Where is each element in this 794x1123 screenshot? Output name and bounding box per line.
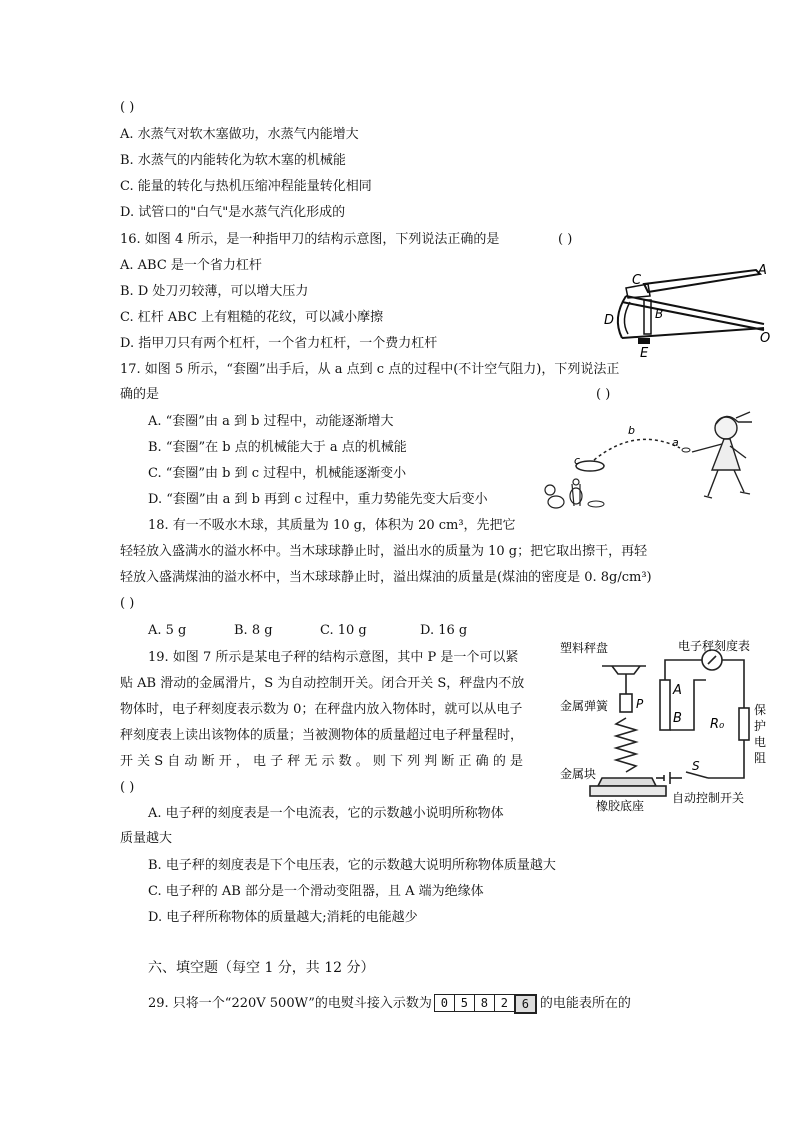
- q18-option-b: B. 8 g: [234, 623, 273, 638]
- fig7-label-s: S: [692, 759, 700, 773]
- fig4-label-o: O: [760, 331, 771, 346]
- q19-line4: 秤刻度表上读出该物体的质量；当被测物体的质量超过电子秤量程时，: [120, 728, 524, 743]
- q15-option-c: C. 能量的转化与热机压缩冲程能量转化相同: [120, 179, 372, 194]
- fig7-label-p: P: [636, 697, 644, 711]
- q19-option-d: D. 电子秤所称物体的质量越大;消耗的电能越少: [148, 910, 418, 925]
- q18-option-c: C. 10 g: [320, 623, 367, 638]
- q29-text-before: 29. 只将一个“220V 500W”的电熨斗接入示数为: [148, 996, 432, 1011]
- electronic-scale-figure: [556, 636, 778, 812]
- section-6-title: 六、填空题（每空 1 分，共 12 分）: [148, 960, 375, 976]
- q19-option-b: B. 电子秤的刻度表是下个电压表，它的示数越大说明所称物体质量越大: [148, 858, 556, 873]
- q18-line2: 轻轻放入盛满水的溢水杯中。当木球球静止时，溢出水的质量为 10 g；把它取出擦干，再轻: [120, 544, 648, 559]
- q16-option-b: B. D 处刀刃较薄，可以增大压力: [120, 284, 309, 299]
- q29-text-after: 的电能表所在的: [539, 996, 631, 1011]
- q16-option-a: A. ABC 是一个省力杠杆: [120, 258, 262, 273]
- q18-line1: 18. 有一不吸水木球，其质量为 10 g，体积为 20 cm³，先把它: [148, 518, 516, 533]
- fig7-label-a: A: [673, 683, 682, 698]
- fig7-label-r0: R₀: [710, 717, 725, 732]
- q15-option-a: A. 水蒸气对软木塞做功，水蒸气内能增大: [120, 127, 359, 142]
- fig4-label-a: A: [758, 263, 767, 278]
- fig7-label-protect-2: 护: [754, 719, 767, 733]
- q16-paren: ( ): [558, 232, 573, 247]
- q19-option-a-line2: 质量越大: [120, 831, 173, 846]
- q17-stem-line2: 确的是: [120, 387, 160, 402]
- q19-option-a-line1: A. 电子秤的刻度表是一个电流表，它的示数越小说明所称物体: [148, 806, 504, 821]
- meter-digit-decimal: 6: [514, 994, 537, 1014]
- q19-option-c: C. 电子秤的 AB 部分是一个滑动变阻器，且 A 端为绝缘体: [148, 884, 484, 899]
- q17-stem-line1: 17. 如图 5 所示，“套圈”出手后，从 a 点到 c 点的过程中(不计空气阻力)，下列说法正: [120, 362, 620, 377]
- meter-digit: 5: [454, 994, 475, 1012]
- meter-digit: 8: [474, 994, 495, 1012]
- girl-icon: [692, 412, 752, 498]
- q19-line2: 贴 AB 滑动的金属滑片，S 为自动控制开关。闭合开关 S，秤盘内不放: [120, 676, 525, 691]
- fig4-label-e: E: [640, 346, 649, 361]
- fig7-label-pan: 塑料秤盘: [560, 641, 609, 655]
- q16-option-c: C. 杠杆 ABC 上有粗糙的花纹，可以减小摩擦: [120, 310, 384, 325]
- ring-toss-figure: [540, 408, 758, 514]
- q17-paren: ( ): [596, 387, 611, 402]
- q19-paren: ( ): [120, 780, 135, 795]
- meter-digit: 2: [494, 994, 515, 1012]
- fig4-label-c: C: [632, 273, 642, 288]
- fig7-label-protect-3: 电: [754, 735, 767, 749]
- fig5-label-c: c: [574, 454, 581, 467]
- fig7-label-switch: 自动控制开关: [672, 791, 745, 805]
- fig7-label-base: 橡胶底座: [596, 799, 645, 812]
- q17-option-a: A. “套圈”由 a 到 b 过程中，动能逐渐增大: [148, 414, 394, 429]
- q18-option-a: A. 5 g: [148, 623, 187, 638]
- fig4-label-b: B: [655, 307, 664, 321]
- q15-option-d: D. 试管口的"白气"是水蒸气汽化形成的: [120, 205, 346, 220]
- fig4-label-d: D: [604, 313, 615, 328]
- q16-option-d: D. 指甲刀只有两个杠杆，一个省力杠杆，一个费力杠杆: [120, 336, 438, 351]
- meter-digit: 0: [434, 994, 455, 1012]
- fig5-label-a: a: [672, 436, 679, 449]
- q18-option-d: D. 16 g: [420, 623, 468, 638]
- q19-line1: 19. 如图 7 所示是某电子秤的结构示意图，其中 P 是一个可以紧: [148, 650, 519, 665]
- q17-option-d: D. “套圈”由 a 到 b 再到 c 过程中，重力势能先变大后变小: [148, 492, 488, 507]
- energy-meter-display: [435, 994, 537, 1014]
- q18-line3: 轻放入盛满煤油的溢水杯中，当木球球静止时，溢出煤油的质量是(煤油的密度是 0. 8g/cm³): [120, 570, 652, 585]
- q19-line5: 开 关 S 自 动 断 开 ， 电 子 秤 无 示 数 。 则 下 列 判 断 正 确 的 是: [120, 754, 523, 769]
- q18-paren: ( ): [120, 596, 135, 611]
- fig7-label-b: B: [673, 711, 682, 726]
- fig7-label-spring: 金属弹簧: [560, 699, 609, 713]
- q15-option-b: B. 水蒸气的内能转化为软木塞的机械能: [120, 153, 346, 168]
- q16-stem: 16. 如图 4 所示，是一种指甲刀的结构示意图，下列说法正确的是: [120, 232, 500, 247]
- q15-paren: ( ): [120, 100, 135, 115]
- q19-line3: 物体时，电子秤刻度表示数为 0；在秤盘内放入物体时，就可以从电子: [120, 702, 523, 717]
- q29-line: [148, 994, 631, 1014]
- q17-option-c: C. “套圈”由 b 到 c 过程中，机械能逐渐变小: [148, 466, 407, 481]
- fig7-label-protect-4: 阻: [754, 751, 767, 765]
- deer-icon: [570, 479, 582, 506]
- nail-clipper-figure: [598, 262, 780, 362]
- fig7-label-meter: 电子秤刻度表: [678, 639, 751, 653]
- q17-option-b: B. “套圈”在 b 点的机械能大于 a 点的机械能: [148, 440, 407, 455]
- dog-icon: [545, 485, 564, 508]
- fig7-label-block: 金属块: [560, 767, 597, 781]
- fig7-label-protect-1: 保: [754, 703, 767, 717]
- fig5-label-b: b: [628, 424, 635, 437]
